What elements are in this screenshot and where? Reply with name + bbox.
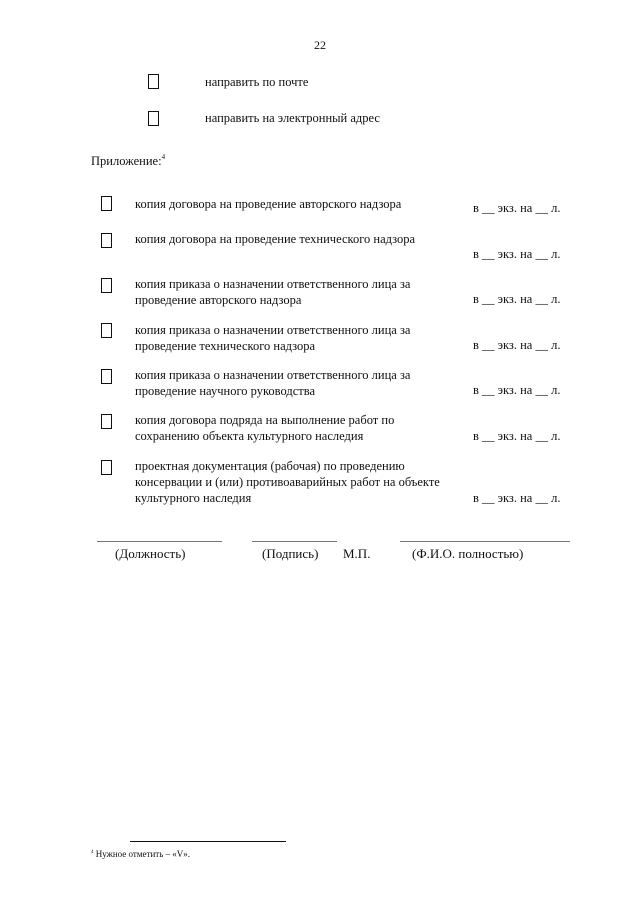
footnote-mark: 4 [161, 153, 166, 161]
checkbox-send-by-email[interactable] [148, 111, 159, 126]
attachment-text-6: копия договора подряда на выполнение работ по сохранению объекта культурного наследия [135, 413, 395, 443]
attachment-text-7: проектная документация (рабочая) по проведению консервации и (или) противоаварийных работ на объекте культурного наследия [135, 459, 440, 505]
attachment-checkbox-5[interactable] [101, 369, 112, 384]
option-label-mail: направить по почте [205, 75, 309, 89]
attachment-text-4: копия приказа о назначении ответственного лица за проведение технического надзора [135, 323, 411, 353]
attachment-count-5: в __ экз. на __ л. [473, 383, 561, 397]
attachment-checkbox-2[interactable] [101, 233, 112, 248]
page-number: 22 [314, 38, 326, 52]
appendix-title-text: Приложение: [91, 154, 162, 168]
footnote-number: 4 [91, 850, 94, 855]
attachment-checkbox-3[interactable] [101, 278, 112, 293]
name-label: (Ф.И.О. полностью) [412, 546, 524, 561]
attachment-text-2: копия договора на проведение технического надзора [135, 232, 416, 246]
attachment-count-7: в __ экз. на __ л. [473, 491, 561, 505]
option-label-email: направить на электронный адрес [205, 111, 380, 125]
checkbox-send-by-mail[interactable] [148, 74, 159, 89]
footnote-text: Нужное отметить – «V». [95, 849, 191, 859]
position-label: (Должность) [115, 546, 186, 561]
attachment-checkbox-1[interactable] [101, 196, 112, 211]
seal-label: М.П. [343, 546, 371, 561]
attachment-checkbox-6[interactable] [101, 414, 112, 429]
attachment-count-1: в __ экз. на __ л. [473, 201, 561, 215]
position-line [97, 541, 222, 542]
name-line [400, 541, 570, 542]
attachment-text-3: копия приказа о назначении ответственного лица за проведение авторского надзора [135, 277, 411, 307]
attachment-text-5: копия приказа о назначении ответственного лица за проведение научного руководства [135, 368, 411, 398]
attachment-checkbox-4[interactable] [101, 323, 112, 338]
signature-label: (Подпись) [262, 546, 319, 561]
attachment-text-1: копия договора на проведение авторского надзора [135, 197, 402, 211]
attachment-count-2: в __ экз. на __ л. [473, 247, 561, 261]
attachment-count-4: в __ экз. на __ л. [473, 338, 561, 352]
appendix-title [91, 153, 165, 169]
attachment-count-6: в __ экз. на __ л. [473, 429, 561, 443]
attachment-count-3: в __ экз. на __ л. [473, 292, 561, 306]
footnote-rule [130, 841, 286, 842]
footnote [91, 849, 190, 859]
attachment-checkbox-7[interactable] [101, 460, 112, 475]
signature-line [252, 541, 337, 542]
